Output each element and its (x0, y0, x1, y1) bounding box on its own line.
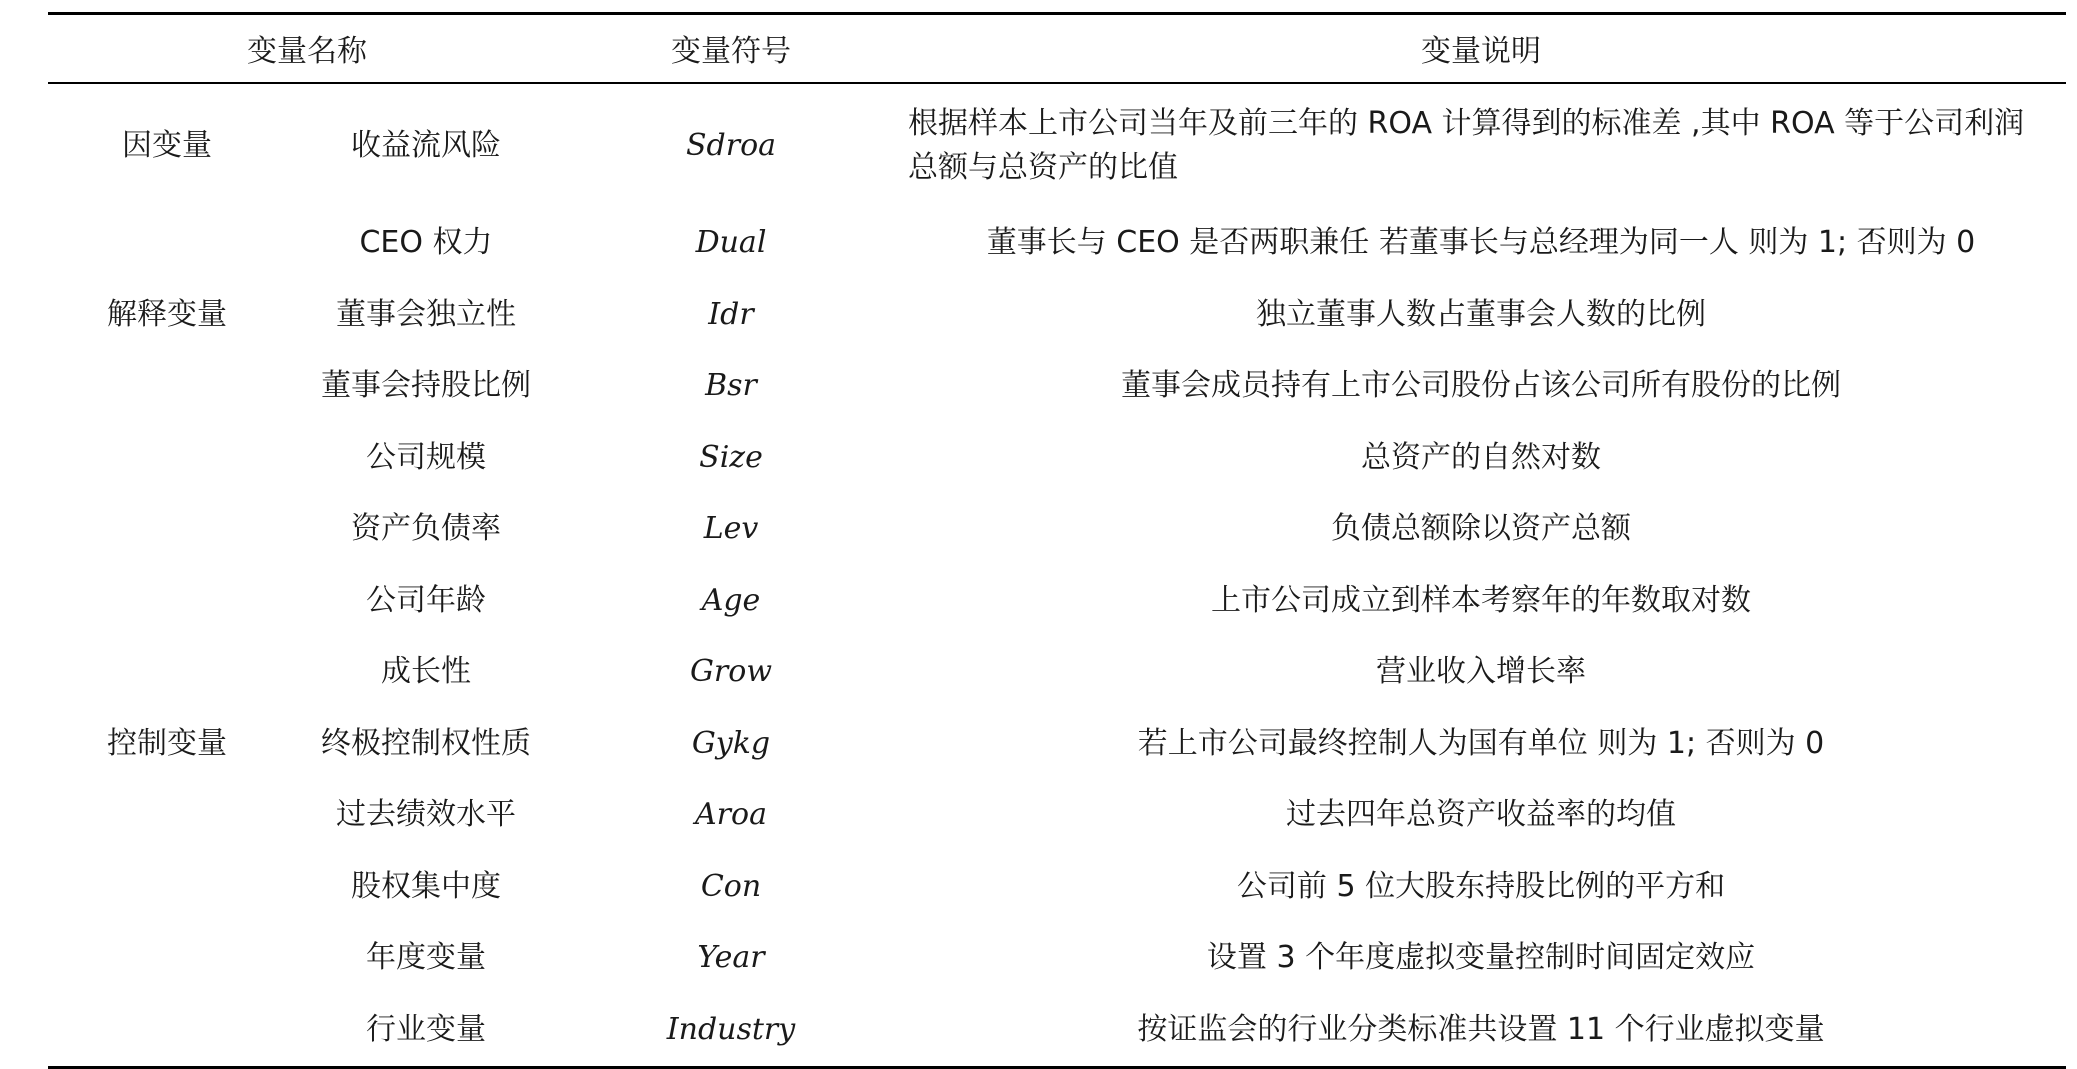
variable-name-cell: 成长性 (381, 654, 471, 690)
table-row (48, 923, 2066, 995)
variable-name-cell: 年度变量 (366, 940, 486, 976)
variable-description-cell: 设置 3 个年度虚拟变量控制时间固定效应 (1206, 940, 1756, 976)
variable-symbol-cell: Size (699, 439, 763, 475)
variable-definition-table (48, 12, 2066, 1069)
header-variable-symbol: 变量符号 (671, 34, 791, 70)
variable-description-cell: 董事长与 CEO 是否两职兼任 若董事长与总经理为同一人 则为 1; 否则为 0 (986, 225, 1976, 261)
table-row (48, 637, 2066, 709)
variable-description-cell: 公司前 5 位大股东持股比例的平方和 (1236, 868, 1726, 904)
category-explanatory: 解释变量 (107, 296, 227, 332)
variable-symbol-cell: Idr (708, 296, 754, 332)
variable-name-cell: CEO 权力 (359, 225, 493, 261)
variable-description-cell: 董事会成员持有上市公司股份占该公司所有股份的比例 (1121, 368, 1841, 404)
table-body (48, 83, 2066, 1068)
variable-symbol-cell: Industry (666, 1011, 796, 1047)
variable-description-cell: 总资产的自然对数 (1361, 439, 1601, 475)
variable-description-cell: 根据样本上市公司当年及前三年的 ROA 计算得到的标准差 ,其中 ROA 等于公司利润总额与总资产的比值 (908, 106, 2025, 185)
table-header (48, 14, 2066, 83)
variable-symbol-cell: Bsr (705, 368, 757, 404)
table-row (48, 994, 2066, 1067)
variable-name-cell: 资产负债率 (351, 511, 501, 547)
variable-name-cell: 收益流风险 (351, 127, 501, 163)
table-row (48, 351, 2066, 423)
variable-name-cell: 股权集中度 (351, 868, 501, 904)
variable-name-cell: 行业变量 (366, 1011, 486, 1047)
variable-name-cell: 董事会独立性 (336, 296, 516, 332)
variable-symbol-cell: Sdroa (685, 127, 777, 163)
table-row (48, 851, 2066, 923)
variable-symbol-cell: Lev (703, 511, 759, 547)
variable-symbol-cell: Gykg (691, 725, 771, 761)
header-variable-description: 变量说明 (1421, 34, 1541, 70)
table-row (48, 279, 2066, 351)
table-row (48, 208, 2066, 280)
variable-name-cell: 董事会持股比例 (321, 368, 531, 404)
variable-name-cell: 过去绩效水平 (336, 797, 516, 833)
table-row (48, 494, 2066, 566)
variable-definition-table-container (48, 12, 2066, 1069)
variable-description-cell: 负债总额除以资产总额 (1331, 511, 1631, 547)
table-row (48, 83, 2066, 208)
variable-symbol-cell: Grow (689, 654, 773, 690)
variable-name-cell: 公司年龄 (366, 582, 486, 618)
variable-description-cell: 过去四年总资产收益率的均值 (1286, 797, 1676, 833)
variable-description-cell: 独立董事人数占董事会人数的比例 (1256, 296, 1706, 332)
category-control: 控制变量 (107, 725, 227, 761)
variable-symbol-cell: Dual (695, 225, 767, 261)
variable-symbol-cell: Year (697, 940, 765, 976)
variable-symbol-cell: Aroa (695, 797, 767, 833)
variable-symbol-cell: Con (700, 868, 762, 904)
category-dependent: 因变量 (122, 127, 212, 163)
header-row (48, 14, 2066, 83)
variable-description-cell: 按证监会的行业分类标准共设置 11 个行业虚拟变量 (1137, 1011, 1825, 1047)
variable-description-cell: 若上市公司最终控制人为国有单位 则为 1; 否则为 0 (1137, 725, 1825, 761)
table-row (48, 708, 2066, 780)
table-row (48, 422, 2066, 494)
variable-description-cell: 营业收入增长率 (1376, 654, 1586, 690)
variable-name-cell: 公司规模 (366, 439, 486, 475)
variable-symbol-cell: Age (701, 582, 761, 618)
table-row (48, 780, 2066, 852)
table-row (48, 565, 2066, 637)
header-variable-name: 变量名称 (247, 34, 367, 70)
variable-description-cell: 上市公司成立到样本考察年的年数取对数 (1211, 582, 1751, 618)
variable-name-cell: 终极控制权性质 (321, 725, 531, 761)
